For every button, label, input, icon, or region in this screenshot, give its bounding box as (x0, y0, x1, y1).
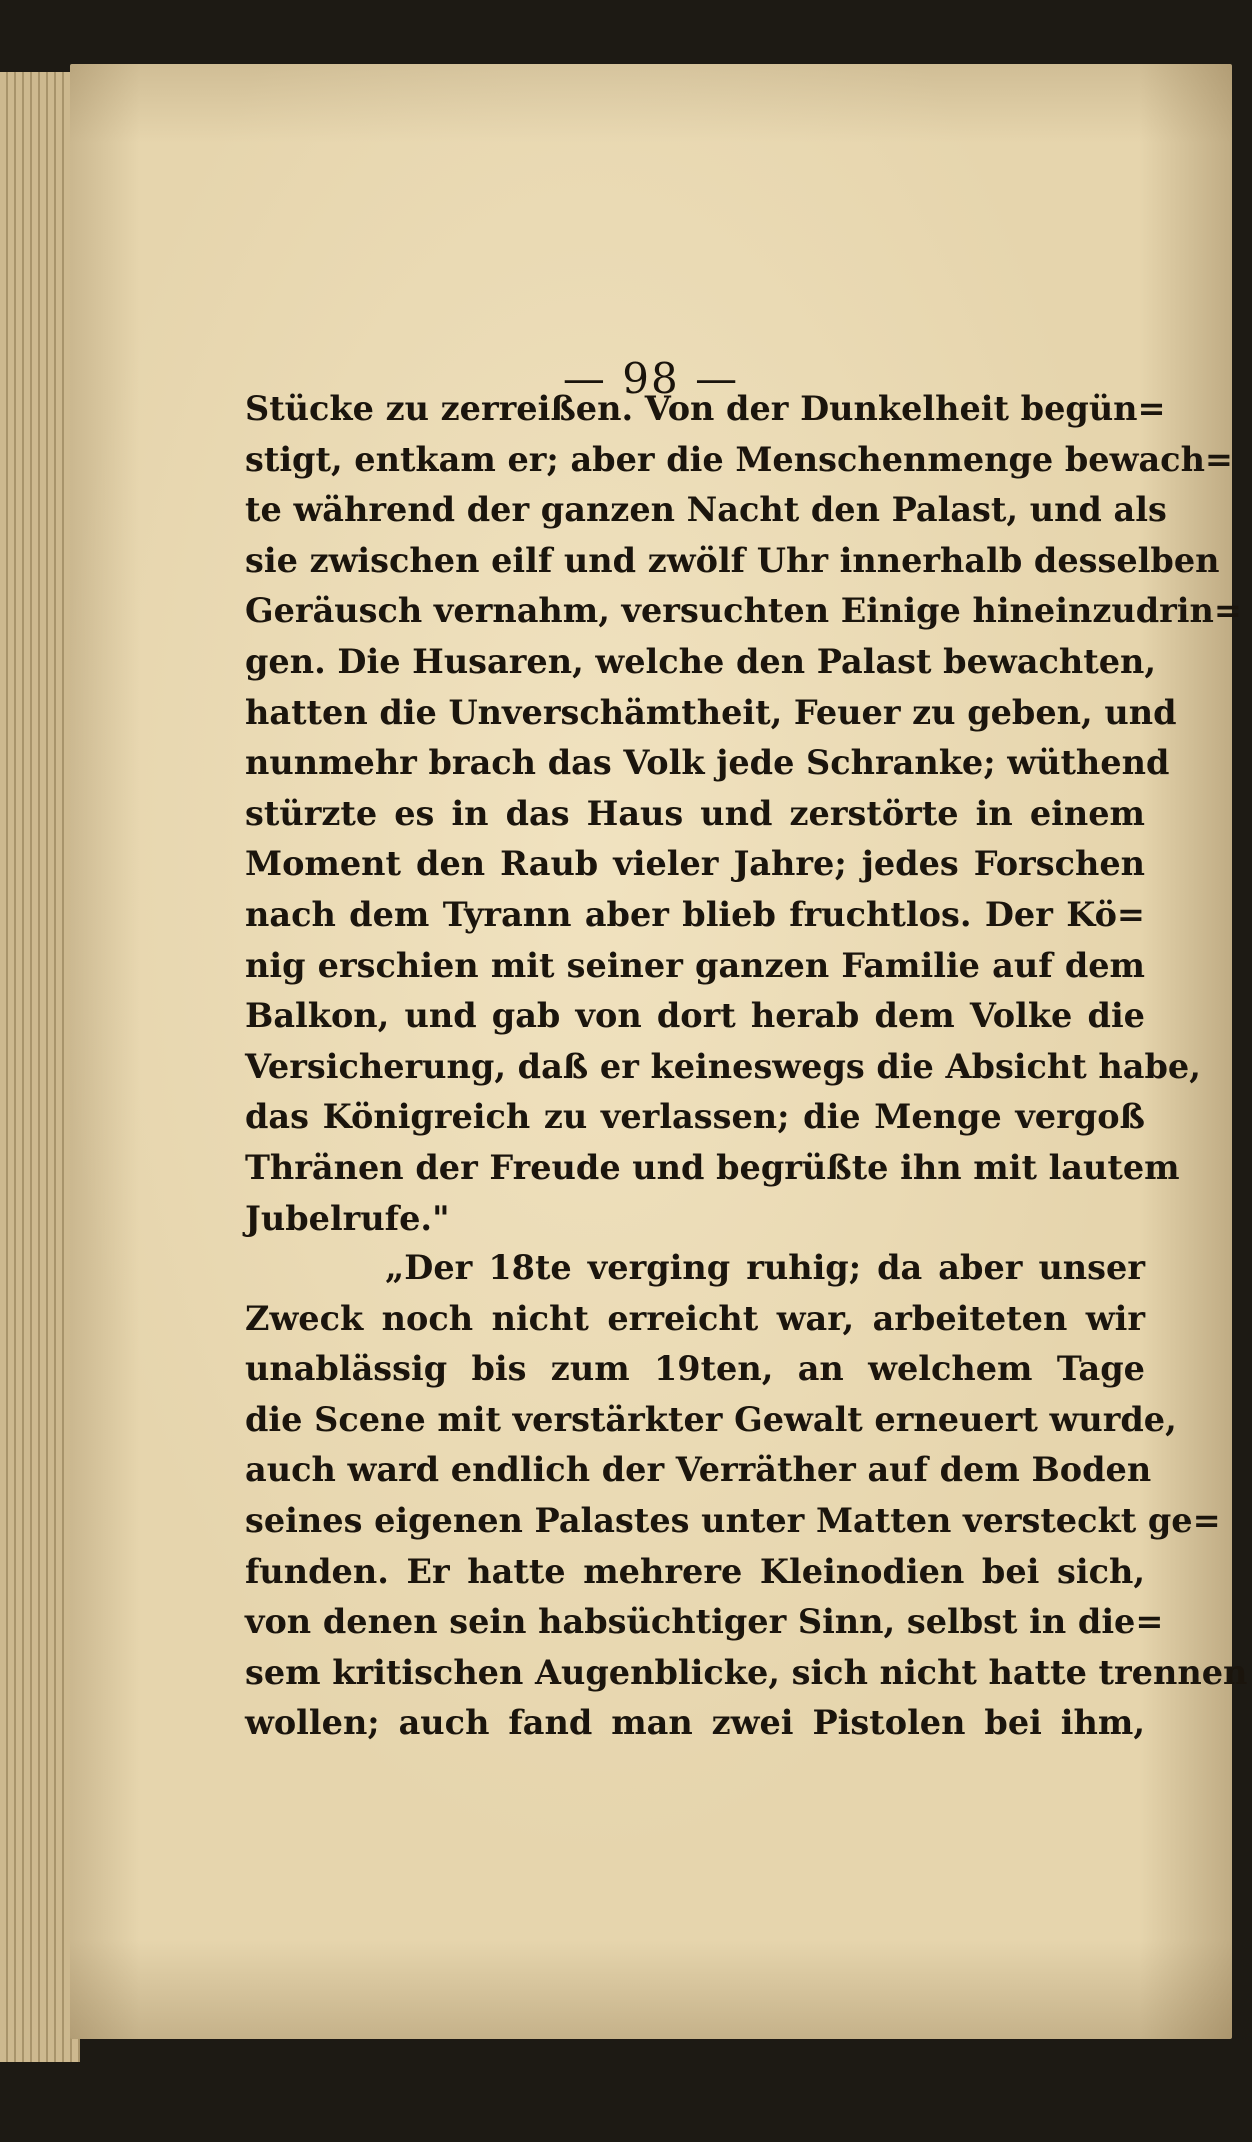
page-edges (0, 72, 80, 2062)
text-line: auch ward endlich der Verräther auf dem Boden (245, 1450, 1152, 1490)
text-line: Balkon, und gab von dort herab dem Volke die (245, 996, 1145, 1036)
text-line: stigt, entkam er; aber die Menschenmenge bewach= (245, 439, 1233, 479)
text-line: funden. Er hatte mehrere Kleinodien bei sich, (245, 1551, 1145, 1591)
text-line: „Der 18te verging ruhig; da aber unser (385, 1248, 1145, 1287)
text-line: Stücke zu zerreißen. Von der Dunkelheit begün= (245, 389, 1166, 428)
text-line: von denen sein habsüchtiger Sinn, selbst in die= (245, 1602, 1164, 1642)
text-line: stürzte es in das Haus und zerstörte in einem (245, 793, 1145, 833)
paragraph-1 (245, 384, 1242, 1244)
text-line: gen. Die Husaren, welche den Palast bewachten, (245, 641, 1157, 681)
paragraph-2 (245, 1243, 1248, 1749)
text-line: Geräusch vernahm, versuchten Einige hineinzudrin= (245, 591, 1242, 631)
text-line: sie zwischen eilf und zwölf Uhr innerhalb desselben (245, 540, 1220, 580)
text-line: seines eigenen Palastes unter Matten versteckt ge= (245, 1500, 1221, 1540)
text-line: hatten die Unverschämtheit, Feuer zu geben, und (245, 692, 1177, 732)
text-line: sem kritischen Augenblicke, sich nicht hatte trennen (245, 1652, 1248, 1692)
text-line: wollen; auch fand man zwei Pistolen bei ihm, (245, 1703, 1145, 1743)
text-line: te während der ganzen Nacht den Palast, und als (245, 490, 1167, 530)
text-line: Thränen der Freude und begrüßte ihn mit lautem (245, 1147, 1180, 1187)
text-line: Zweck noch nicht erreicht war, arbeiteten wir (245, 1298, 1145, 1338)
text-line: Moment den Raub vieler Jahre; jedes Forschen (245, 844, 1145, 884)
text-line: Versicherung, daß er keineswegs die Absicht habe, (245, 1046, 1201, 1086)
text-line: nunmehr brach das Volk jede Schranke; wüthend (245, 743, 1170, 783)
text-line: nig erschien mit seiner ganzen Familie auf dem (245, 945, 1145, 985)
text-line: die Scene mit verstärkter Gewalt erneuert wurde, (245, 1399, 1177, 1439)
text-line: Jubelrufe." (245, 1198, 450, 1238)
text-line: nach dem Tyrann aber blieb fruchtlos. Der Kö= (245, 894, 1145, 934)
page-number: — 98 — (562, 354, 740, 403)
text-line: unablässig bis zum 19ten, an welchem Tage (245, 1349, 1145, 1389)
text-line: das Königreich zu verlassen; die Menge vergoß (245, 1097, 1145, 1137)
